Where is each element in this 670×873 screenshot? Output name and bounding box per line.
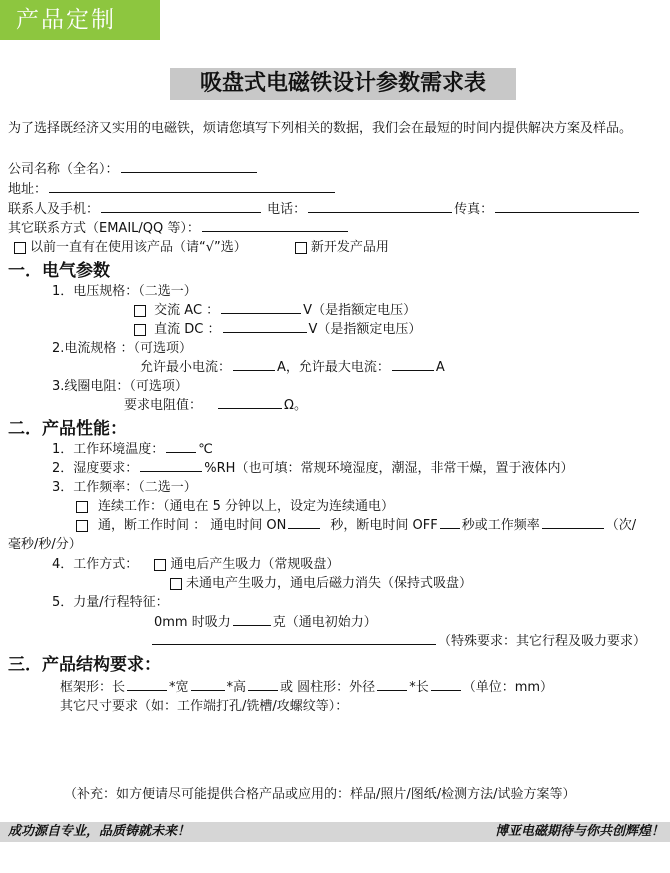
other-contact-label: 其它联系方式（EMAIL/QQ 等）：	[8, 221, 200, 236]
intro-text: 为了选择既经济又实用的电磁铁，烦请您填写下列相关的数据，我们会在最短的时间内提供解决方案及样品。	[8, 121, 633, 136]
resistance-field[interactable]	[218, 395, 282, 409]
usage-row	[14, 236, 389, 255]
onoff-row	[76, 514, 636, 533]
voltage-label: 1．电压规格：（二选一）	[52, 284, 197, 299]
frame-length-field[interactable]	[127, 677, 167, 691]
dc-voltage-field[interactable]	[223, 319, 307, 333]
new-product-label: 新开发产品用	[310, 240, 389, 255]
force-0mm-label: 0mm 时吸力	[154, 615, 231, 630]
ac-checkbox[interactable]	[134, 305, 146, 317]
other-contact-field[interactable]	[202, 218, 348, 232]
special-req-field[interactable]	[152, 631, 436, 645]
temperature-label: 1．工作环境温度：	[52, 442, 165, 457]
max-current-label: A，允许最大电流：	[277, 360, 390, 375]
humidity-field[interactable]	[140, 458, 202, 472]
dc-row: 直流 DC ： V（是指额定电压）	[134, 318, 421, 337]
holding-mode-label: 未通电产生吸力，通电后磁力消失（保持式吸盘）	[186, 576, 473, 591]
frame-height-label: *高	[226, 680, 247, 695]
page-title: 吸盘式电磁铁设计参数需求表	[170, 68, 516, 100]
on-time-field[interactable]	[288, 515, 320, 529]
person-field[interactable]	[101, 199, 261, 213]
unit-label: （单位：mm）	[462, 680, 554, 695]
section-electrical-title: 一．电气参数	[8, 261, 110, 281]
mode-row-1	[52, 553, 339, 572]
current-unit: A	[435, 360, 445, 375]
force-row	[154, 611, 377, 630]
temperature-unit: ℃	[198, 442, 213, 457]
new-product-checkbox[interactable]	[295, 242, 307, 254]
dc-checkbox[interactable]	[134, 324, 146, 336]
cylinder-dia-label: 或 圆柱形：外径	[280, 680, 376, 695]
company-row	[8, 158, 259, 177]
existing-user-checkbox[interactable]	[14, 242, 26, 254]
product-custom-tag: 产品定制	[0, 0, 160, 40]
frame-height-field[interactable]	[248, 677, 278, 691]
contact-row	[8, 198, 641, 217]
off-time-label: 秒，断电时间 OFF	[330, 518, 438, 533]
off-time-field[interactable]	[440, 515, 460, 529]
max-current-field[interactable]	[392, 357, 434, 371]
onoff-label: 通，断工作时间 ： 通电时间 ON	[98, 518, 287, 533]
temperature-field[interactable]	[166, 439, 196, 453]
continuous-label: 连续工作：（通电在 5 分钟以上，设定为连续通电）	[98, 499, 395, 514]
normal-mode-label: 通电后产生吸力（常规吸盘）	[170, 557, 340, 572]
special-req-label: （特殊要求：其它行程及吸力要求）	[438, 634, 647, 649]
cylinder-len-label: *长	[409, 680, 429, 695]
min-current-field[interactable]	[233, 357, 275, 371]
humidity-label: 2．湿度要求：	[52, 461, 139, 476]
continuous-checkbox[interactable]	[76, 501, 88, 513]
resistance-label: 3.线圈电阻：（可选项）	[52, 379, 188, 394]
section-structure-title: 三．产品结构要求：	[8, 655, 161, 675]
mode-row-2	[170, 572, 472, 591]
fax-field[interactable]	[495, 199, 639, 213]
supplement-note: （补充：如方便请尽可能提供合格产品或应用的：样品/照片/图纸/检测方法/试验方案等）	[64, 787, 576, 802]
cylinder-dia-field[interactable]	[377, 677, 407, 691]
frequency-field[interactable]	[542, 515, 604, 529]
humidity-row	[52, 457, 573, 476]
frame-width-label: *宽	[169, 680, 189, 695]
frame-length-label: 框架形：长	[60, 680, 126, 695]
frequency-unit-a: （次/	[605, 518, 637, 533]
temperature-row	[52, 438, 213, 457]
existing-user-label: 以前一直有在使用该产品（请“√”选）	[30, 240, 247, 255]
company-field[interactable]	[121, 159, 257, 173]
dc-suffix: V（是指额定电压）	[308, 322, 422, 337]
frame-width-field[interactable]	[191, 677, 225, 691]
mode-label: 4．工作方式：	[52, 557, 139, 572]
resistance-req-label: 要求电阻值：	[124, 398, 203, 413]
phone-label: 电话：	[267, 202, 307, 217]
current-label: 2.电流规格 ：（可选项）	[52, 341, 193, 356]
force-0mm-suffix: 克（通电初始力）	[272, 615, 377, 630]
address-field[interactable]	[49, 179, 335, 193]
footer-slogan-right: 博亚电磁期待与你共创辉煌！	[494, 824, 664, 839]
continuous-row	[76, 495, 394, 514]
company-label: 公司名称（全名）：	[8, 162, 119, 177]
onoff-checkbox[interactable]	[76, 520, 88, 532]
frequency-label: 3．工作频率：（二选一）	[52, 480, 197, 495]
special-row	[150, 630, 646, 649]
resistance-row	[124, 394, 307, 413]
section-performance-title: 二．产品性能：	[8, 419, 127, 439]
cylinder-len-field[interactable]	[431, 677, 461, 691]
current-row	[140, 356, 445, 375]
ac-voltage-field[interactable]	[221, 300, 301, 314]
humidity-unit: %RH（也可填：常规环境湿度，潮湿，非常干燥，置于液体内）	[204, 461, 574, 476]
footer-slogan-left: 成功源自专业，品质铸就未来！	[8, 824, 191, 839]
holding-mode-checkbox[interactable]	[170, 578, 182, 590]
ac-label: 交流 AC	[154, 303, 203, 318]
other-contact-row	[8, 217, 350, 236]
force-label: 5．力量/行程特征：	[52, 595, 169, 610]
footer-bar	[0, 822, 670, 842]
resistance-unit: Ω。	[284, 398, 307, 413]
force-0mm-field[interactable]	[233, 612, 271, 626]
phone-field[interactable]	[308, 199, 452, 213]
ac-row: 交流 AC ： V（是指额定电压）	[134, 299, 416, 318]
address-row	[8, 178, 337, 197]
dc-label: 直流 DC	[154, 322, 204, 337]
address-label: 地址：	[8, 182, 48, 197]
frequency-alt-label: 秒或工作频率	[461, 518, 540, 533]
other-size-label: 其它尺寸要求（如：工作端打孔/铣槽/攻螺纹等）：	[60, 699, 349, 714]
fax-label: 传真：	[454, 202, 494, 217]
ac-suffix: V（是指额定电压）	[303, 303, 417, 318]
min-current-label: 允许最小电流：	[140, 360, 232, 375]
normal-mode-checkbox[interactable]	[154, 559, 166, 571]
frequency-unit-b: 毫秒/秒/分）	[8, 537, 82, 552]
person-label: 联系人及手机：	[8, 202, 100, 217]
frame-row	[60, 676, 553, 695]
